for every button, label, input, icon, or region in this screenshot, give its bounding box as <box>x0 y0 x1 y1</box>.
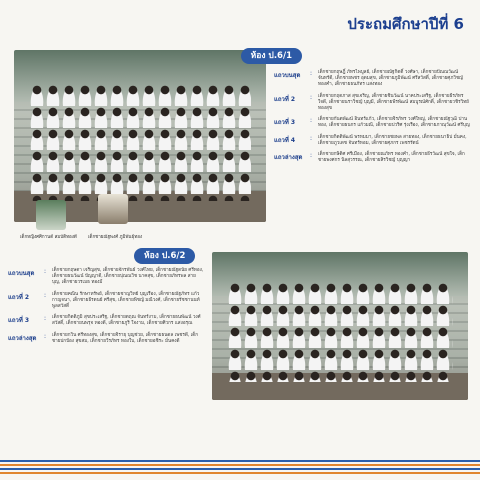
class-photo-6-2 <box>212 252 468 400</box>
row-names: เด็กชายกษิดิศ ศรีเมือง, เด็กชายณภัทร ทองคำ, เด็กชายธีรวัฒน์ สุขใจ, เด็กชายพงศกร นิลสุวรรณ, เด็กชายสิรวิชญ์ บุญญา <box>318 152 465 164</box>
row-colon: : <box>44 315 47 323</box>
row-names: เด็กชายกฤตภาส สุขเจริญ, เด็กชายชินวัฒน์ นาคประเสริฐ, เด็กชายธีรภัทร ใจดี, เด็กชายนราวิชญ์ บุญมี, เด็กชายพีรพัฒน์ สมบูรณ์ศักดิ์, เด็กชายวชิรวิทย์ ทองสุข <box>318 93 469 112</box>
row-label: แถวที่ 2 <box>274 95 296 103</box>
teacher-photo <box>36 200 66 230</box>
page-title: ประถมศึกษาปีที่ 6 <box>347 15 464 33</box>
row-colon: : <box>310 70 313 77</box>
roster-row-group <box>274 117 470 129</box>
row-names: เด็กชายกันตพัฒน์ อินทร์แก้ว, เด็กชายจิรภัทร วงศ์ใหญ่, เด็กชายณัฐวุฒิ ปานทอง, เด็กชายธนกร แก้วมณี, เด็กชายปวริศ รุ่งเรือง, เด็กชายภาณุวัฒน์ ศรีบุญ <box>318 117 470 129</box>
row-label: แถวล่างสุด <box>274 154 303 162</box>
roster-row-group <box>274 94 470 113</box>
students-group <box>29 84 251 201</box>
row-label: แถวล่างสุด <box>8 334 37 342</box>
class-section-6-1 <box>0 40 480 240</box>
student-roster-6-2 <box>8 268 204 350</box>
teacher-name: เด็กชายณัฐพงศ์ ภูมิพันธุ์ทอง <box>88 235 143 240</box>
roster-row-group <box>8 292 204 311</box>
row-colon: : <box>310 152 313 160</box>
class-section-6-2 <box>0 244 480 462</box>
roster-row-group <box>8 268 204 287</box>
row-names: เด็กชายกฤษฎิ์ ภัทรไพบูลย์, เด็กชายณัฐกิตติ์ วงศ์ษา, เด็กชายปัณณวัฒน์ จันทร์ดี, เด็กชายพชร อุดมสุข, เด็กชายภูมิพัฒน์ ศรีสวัสดิ์, เด็กชายศุภวิชญ์ ทองคำ, เด็กชายธนภัทร แสงทอง <box>318 70 463 88</box>
roster-row-group <box>274 135 470 147</box>
row-names: เด็กชายกิตติพัฒน์ พรหมมา, เด็กชายชยพล สายทอง, เด็กชายธนาธิป มั่นคง, เด็กชายภูวเดช จันทร์หอม, เด็กชายศุภกร เพชรรัตน์ <box>318 134 467 146</box>
teacher-photo <box>98 194 128 224</box>
row-label: แถวบนสุด <box>8 270 35 277</box>
row-colon: : <box>44 268 47 275</box>
row-colon: : <box>310 93 313 101</box>
row-label: แถวที่ 2 <box>8 293 30 301</box>
roster-row-group <box>274 70 470 89</box>
row-label: แถวที่ 4 <box>274 136 296 144</box>
row-label: แถวบนสุด <box>274 72 301 79</box>
row-names: เด็กชายกิตติภูมิ สุขประเสริฐ, เด็กชายตฤณ จันทร์งาม, เด็กชายธนพัฒน์ วงศ์สวัสดิ์, เด็กชายนพรุจ ทองดี, เด็กชายภูริ ใจงาม, เด็กชายศิวกร แสงอรุณ <box>52 315 201 327</box>
footer-stripes <box>0 460 480 474</box>
row-names: เด็กชายคณิน รักษาทรัพย์, เด็กชายชาญวิทย์ บุญเรือง, เด็กชายณัฐภัทร แก้วกาญจนา, เด็กชายธีรดนย์ ศรีสุข, เด็กชายพิชญ์ มณีวงศ์, เด็กชายรัชชานนท์ พูลสวัสดิ์ <box>52 291 200 310</box>
row-label: แถวที่ 3 <box>274 119 296 127</box>
roster-row-group <box>274 152 470 164</box>
room-badge-6-1: ห้อง ป.6/1 <box>241 48 302 64</box>
students-group <box>227 282 452 383</box>
row-colon: : <box>310 134 313 142</box>
row-colon: : <box>44 291 47 299</box>
row-colon: : <box>310 117 313 125</box>
student-roster-6-1 <box>274 70 470 169</box>
row-names: เด็กชายกฤษดา เจริญสุข, เด็กชายจักรพันธ์ วงศ์ไทย, เด็กชายณัฐดนัย ศรีทอง, เด็กชายธนวัฒน์ ปัญญาดี, เด็กชายปุณณวิช นาคสุข, เด็กชายภัทรพล สายบุญ, เด็กชายวรเมธ ทองมี <box>52 268 204 286</box>
row-colon: : <box>44 332 47 340</box>
teachers-row <box>14 200 143 240</box>
roster-row-group <box>8 315 204 327</box>
row-names: เด็กชายกวิน ศรีทองสุข, เด็กชายจิรายุ บุญช่วย, เด็กชายธนดล เพชรดี, เด็กชายปกป้อง สุขสม, เด็กชายวีรภัทร ทองใบ, เด็กชายอชิระ มั่นคงดี <box>52 332 199 344</box>
roster-row-group <box>8 333 204 345</box>
row-label: แถวที่ 3 <box>8 317 30 325</box>
class-photo-6-1 <box>14 50 266 222</box>
teacher-name: เด็กหญิงศศิกานต์ สมบัติทองดี <box>20 235 77 240</box>
room-badge-6-2: ห้อง ป.6/2 <box>134 248 195 264</box>
